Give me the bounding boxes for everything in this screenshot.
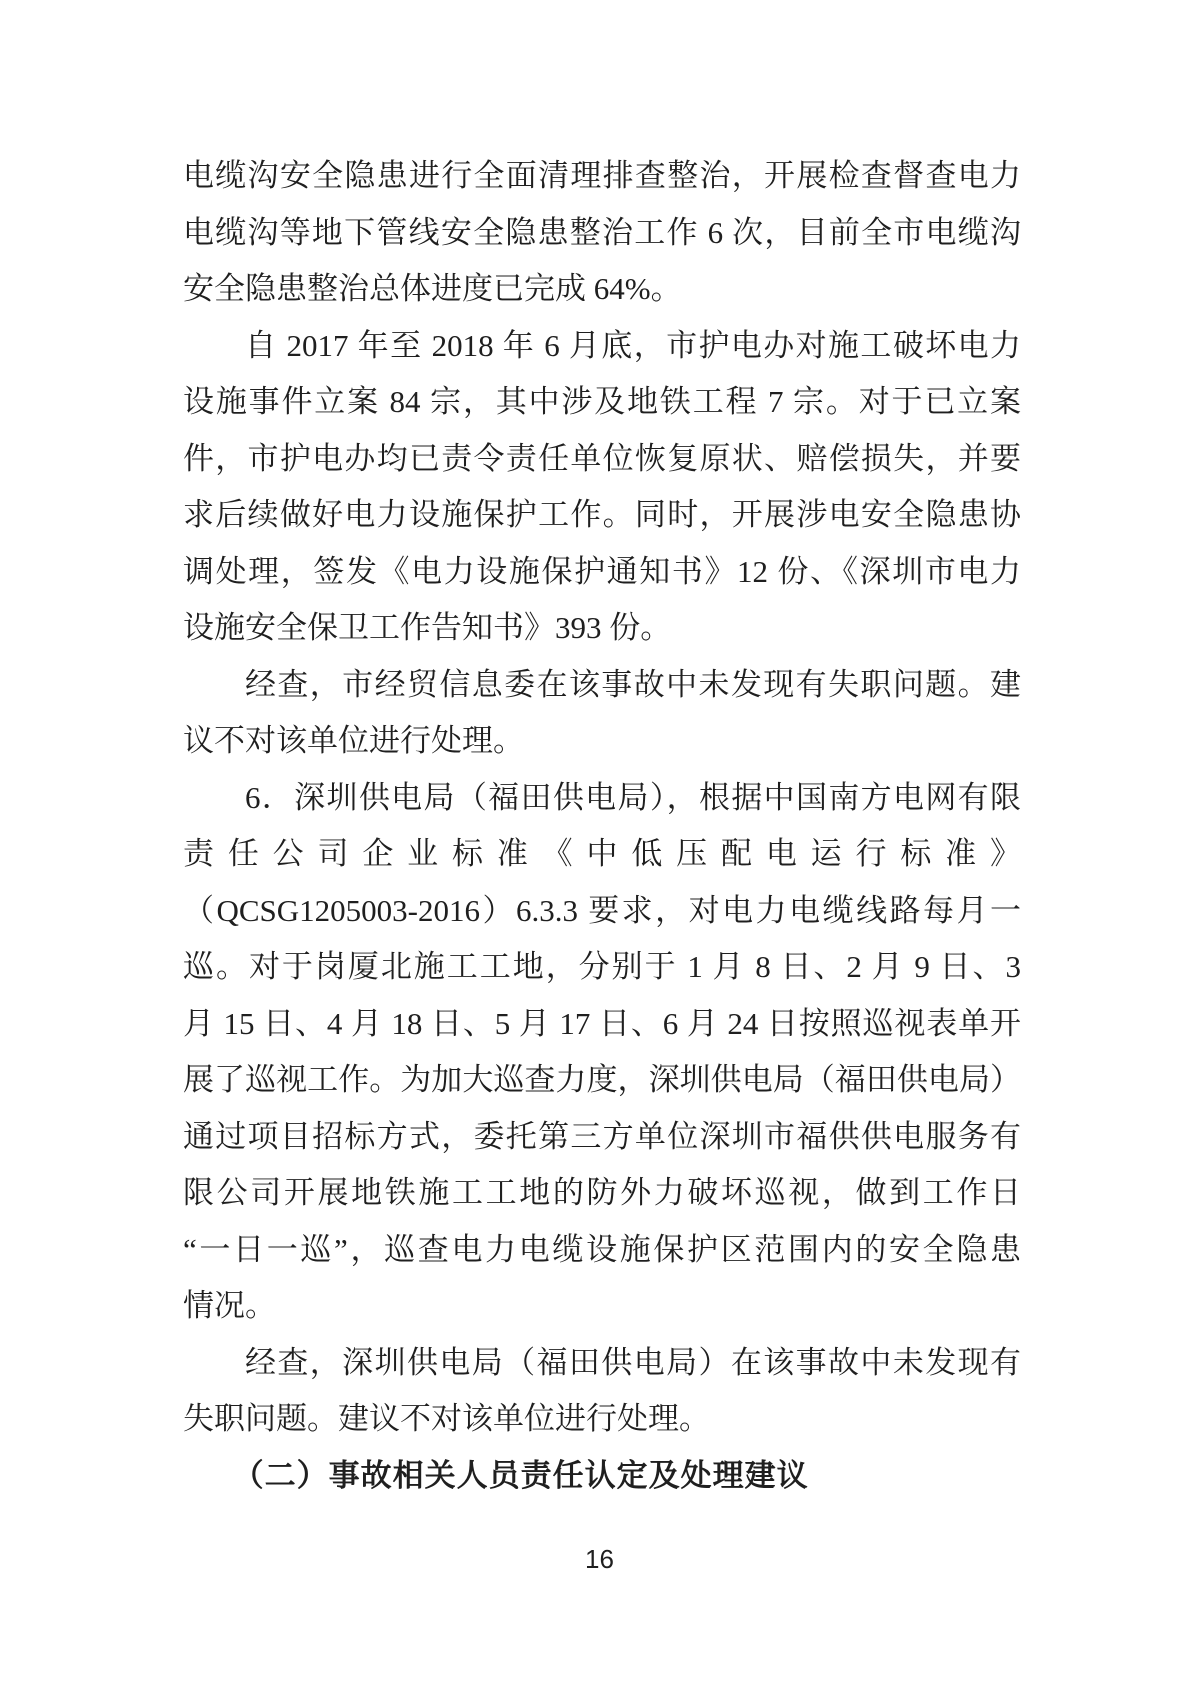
text-line: 安全隐患整治总体进度已完成 64%。 <box>183 271 682 306</box>
section-heading: （二）事故相关人员责任认定及处理建议 <box>232 1457 809 1493</box>
document-body <box>183 148 1021 1504</box>
text-line: 设施事件立案 84 宗，其中涉及地铁工程 7 宗。对于已立案 <box>183 384 1021 419</box>
text-line: 自 2017 年至 2018 年 6 月底，市护电办对施工破坏电力 <box>245 327 1021 363</box>
text-line: 展了巡视工作。为加大巡查力度，深圳供电局（福田供电局） <box>183 1062 1021 1097</box>
text-line: 6．深圳供电局（福田供电局），根据中国南方电网有限 <box>245 779 1021 815</box>
text-line: 件，市护电办均已责令责任单位恢复原状、赔偿损失，并要 <box>183 440 1021 476</box>
text-line: 调处理，签发《电力设施保护通知书》12 份、《深圳市电力 <box>183 553 1021 589</box>
text-line: 月 15 日、4 月 18 日、5 月 17 日、6 月 24 日按照巡视表单开 <box>183 1005 1021 1041</box>
text-line: 限公司开展地铁施工工地的防外力破坏巡视，做到工作日 <box>183 1175 1021 1210</box>
text-line: 议不对该单位进行处理。 <box>183 723 524 758</box>
text-line: 电缆沟安全隐患进行全面清理排查整治，开展检查督查电力 <box>183 158 1021 193</box>
page-number: 16 <box>585 1544 614 1574</box>
text-line: 电缆沟等地下管线安全隐患整治工作 6 次，目前全市电缆沟 <box>183 214 1021 250</box>
text-line: 责任公司企业标准《中低压配电运行标准》 <box>183 836 1021 871</box>
text-line: 失职问题。建议不对该单位进行处理。 <box>183 1401 710 1436</box>
text-line: 求后续做好电力设施保护工作。同时，开展涉电安全隐患协 <box>183 497 1021 532</box>
text-line: 经查，市经贸信息委在该事故中未发现有失职问题。建 <box>245 666 1021 702</box>
text-line: （QCSG1205003-2016）6.3.3 要求，对电力电缆线路每月一 <box>183 892 1021 928</box>
text-line: 情况。 <box>183 1288 276 1323</box>
text-line: 巡。对于岗厦北施工工地，分别于 1 月 8 日、2 月 9 日、3 <box>183 949 1021 984</box>
text-line: 通过项目招标方式，委托第三方单位深圳市福供供电服务有 <box>183 1118 1021 1154</box>
text-line: “一日一巡”，巡查电力电缆设施保护区范围内的安全隐患 <box>183 1231 1021 1267</box>
text-line: 经查，深圳供电局（福田供电局）在该事故中未发现有 <box>245 1344 1021 1380</box>
text-line: 设施安全保卫工作告知书》393 份。 <box>183 610 672 645</box>
